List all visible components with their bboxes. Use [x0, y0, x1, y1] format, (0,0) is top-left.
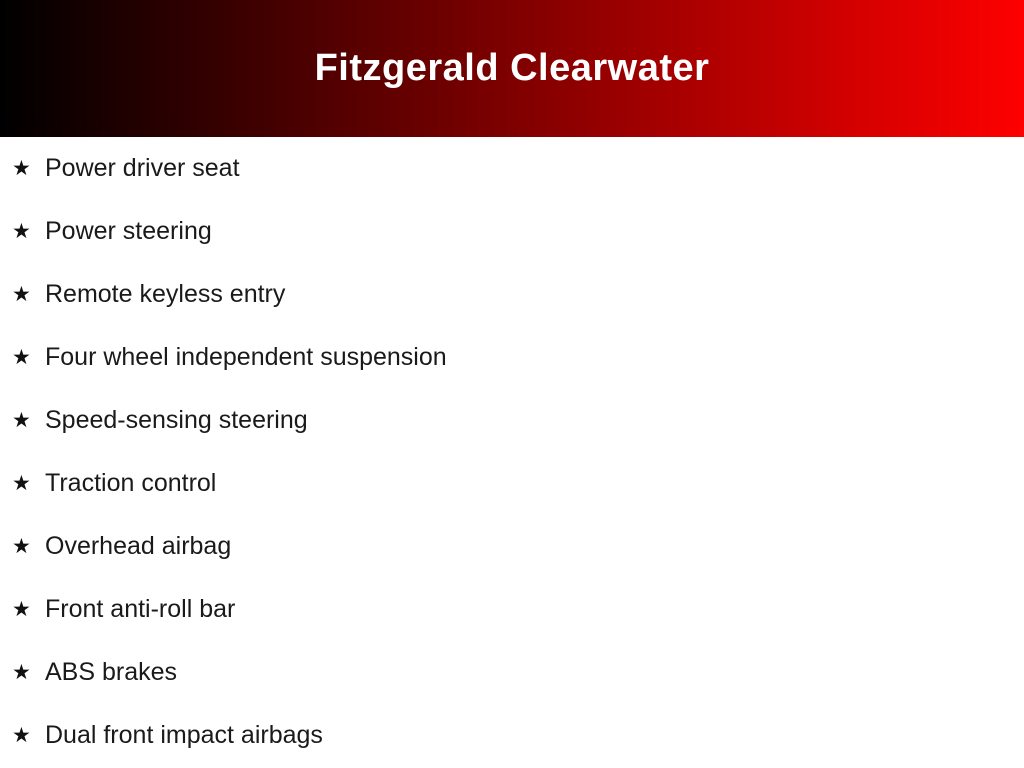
- feature-list: [0, 137, 1024, 767]
- list-item: [0, 137, 1024, 200]
- feature-label: Power steering: [45, 217, 212, 246]
- list-item: [0, 515, 1024, 578]
- feature-label: Power driver seat: [45, 154, 240, 183]
- feature-label: Remote keyless entry: [45, 280, 286, 309]
- list-item: [0, 452, 1024, 515]
- star-bullet-icon: ★: [12, 283, 31, 306]
- star-bullet-icon: ★: [12, 409, 31, 432]
- title-banner: [0, 0, 1024, 137]
- feature-label: ABS brakes: [45, 658, 178, 687]
- feature-label: Four wheel independent suspension: [45, 343, 447, 372]
- star-bullet-icon: ★: [12, 220, 31, 243]
- feature-label: Dual front impact airbags: [45, 721, 323, 750]
- feature-label: Traction control: [45, 469, 217, 498]
- star-bullet-icon: ★: [12, 724, 31, 747]
- list-item: [0, 641, 1024, 704]
- list-item: [0, 326, 1024, 389]
- star-bullet-icon: ★: [12, 598, 31, 621]
- star-bullet-icon: ★: [12, 346, 31, 369]
- page-title: Fitzgerald Clearwater: [314, 47, 710, 89]
- list-item: [0, 263, 1024, 326]
- list-item: [0, 704, 1024, 767]
- list-item: [0, 389, 1024, 452]
- star-bullet-icon: ★: [12, 661, 31, 684]
- star-bullet-icon: ★: [12, 157, 31, 180]
- star-bullet-icon: ★: [12, 535, 31, 558]
- list-item: [0, 200, 1024, 263]
- feature-label: Speed-sensing steering: [45, 406, 308, 435]
- star-bullet-icon: ★: [12, 472, 31, 495]
- list-item: [0, 578, 1024, 641]
- feature-label: Front anti-roll bar: [45, 595, 236, 624]
- feature-label: Overhead airbag: [45, 532, 232, 561]
